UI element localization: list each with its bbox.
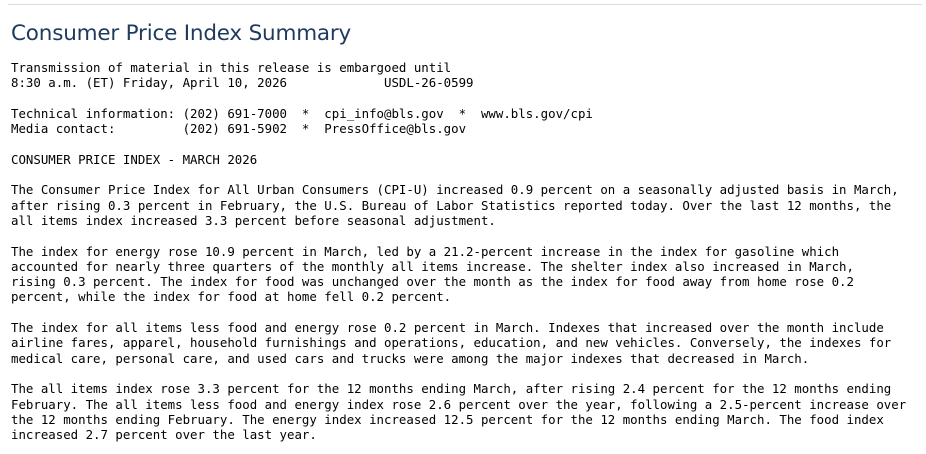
release-line: The index for all items less food and energy rose 0.2 percent in March. Indexes that increased over the month include (11, 320, 884, 336)
release-line: rising 0.3 percent. The index for food was unchanged over the month as the index for food away from home rose 0.2 (11, 274, 854, 290)
release-line: February. The all items less food and energy index rose 2.6 percent over the year, following a 2.5-percent increase over (11, 396, 907, 412)
release-line: Transmission of material in this release is embargoed until (11, 60, 452, 75)
release-line: after rising 0.3 percent in February, the U.S. Bureau of Labor Statistics reported today. Over the last 12 months, the (11, 197, 892, 213)
top-divider (8, 4, 922, 5)
release-line: all items index increased 3.3 percent before seasonal adjustment. (11, 212, 496, 228)
release-line: the 12 months ending February. The energy index increased 12.5 percent for the 12 months ending March. The food index (11, 411, 884, 427)
release-line: The Consumer Price Index for All Urban Consumers (CPI-U) increased 0.9 percent on a seasonally adjusted basis in March, (11, 182, 899, 198)
release-line: medical care, personal care, and used cars and trucks were among the major indexes that decreased in March. (11, 350, 810, 366)
release-text (11, 60, 906, 442)
release-line: Media contact: (202) 691-5902 * PressOffice@bls.gov (11, 121, 467, 137)
release-line: accounted for nearly three quarters of the monthly all items increase. The shelter index also increased in March, (11, 258, 854, 274)
release-heading: CONSUMER PRICE INDEX - MARCH 2026 (11, 151, 258, 167)
release-line: Technical information: (202) 691-7000 * cpi_info@bls.gov * www.bls.gov/cpi (11, 105, 593, 121)
release-line: increased 2.7 percent over the last year. (11, 427, 317, 443)
release-line: airline fares, apparel, household furnishings and operations, education, and new vehicles. Conversely, the indexes for (11, 335, 892, 351)
page-title: Consumer Price Index Summary (11, 21, 352, 46)
release-line: 8:30 a.m. (ET) Friday, April 10, 2026 USDL-26-0599 (11, 75, 474, 91)
release-line: The all items index rose 3.3 percent for the 12 months ending March, after rising 2.4 percent for the 12 months ending (11, 381, 892, 397)
release-line: The index for energy rose 10.9 percent in March, led by a 21.2-percent increase in the index for gasoline which (11, 243, 840, 259)
release-line: percent, while the index for food at home fell 0.2 percent. (11, 289, 452, 305)
